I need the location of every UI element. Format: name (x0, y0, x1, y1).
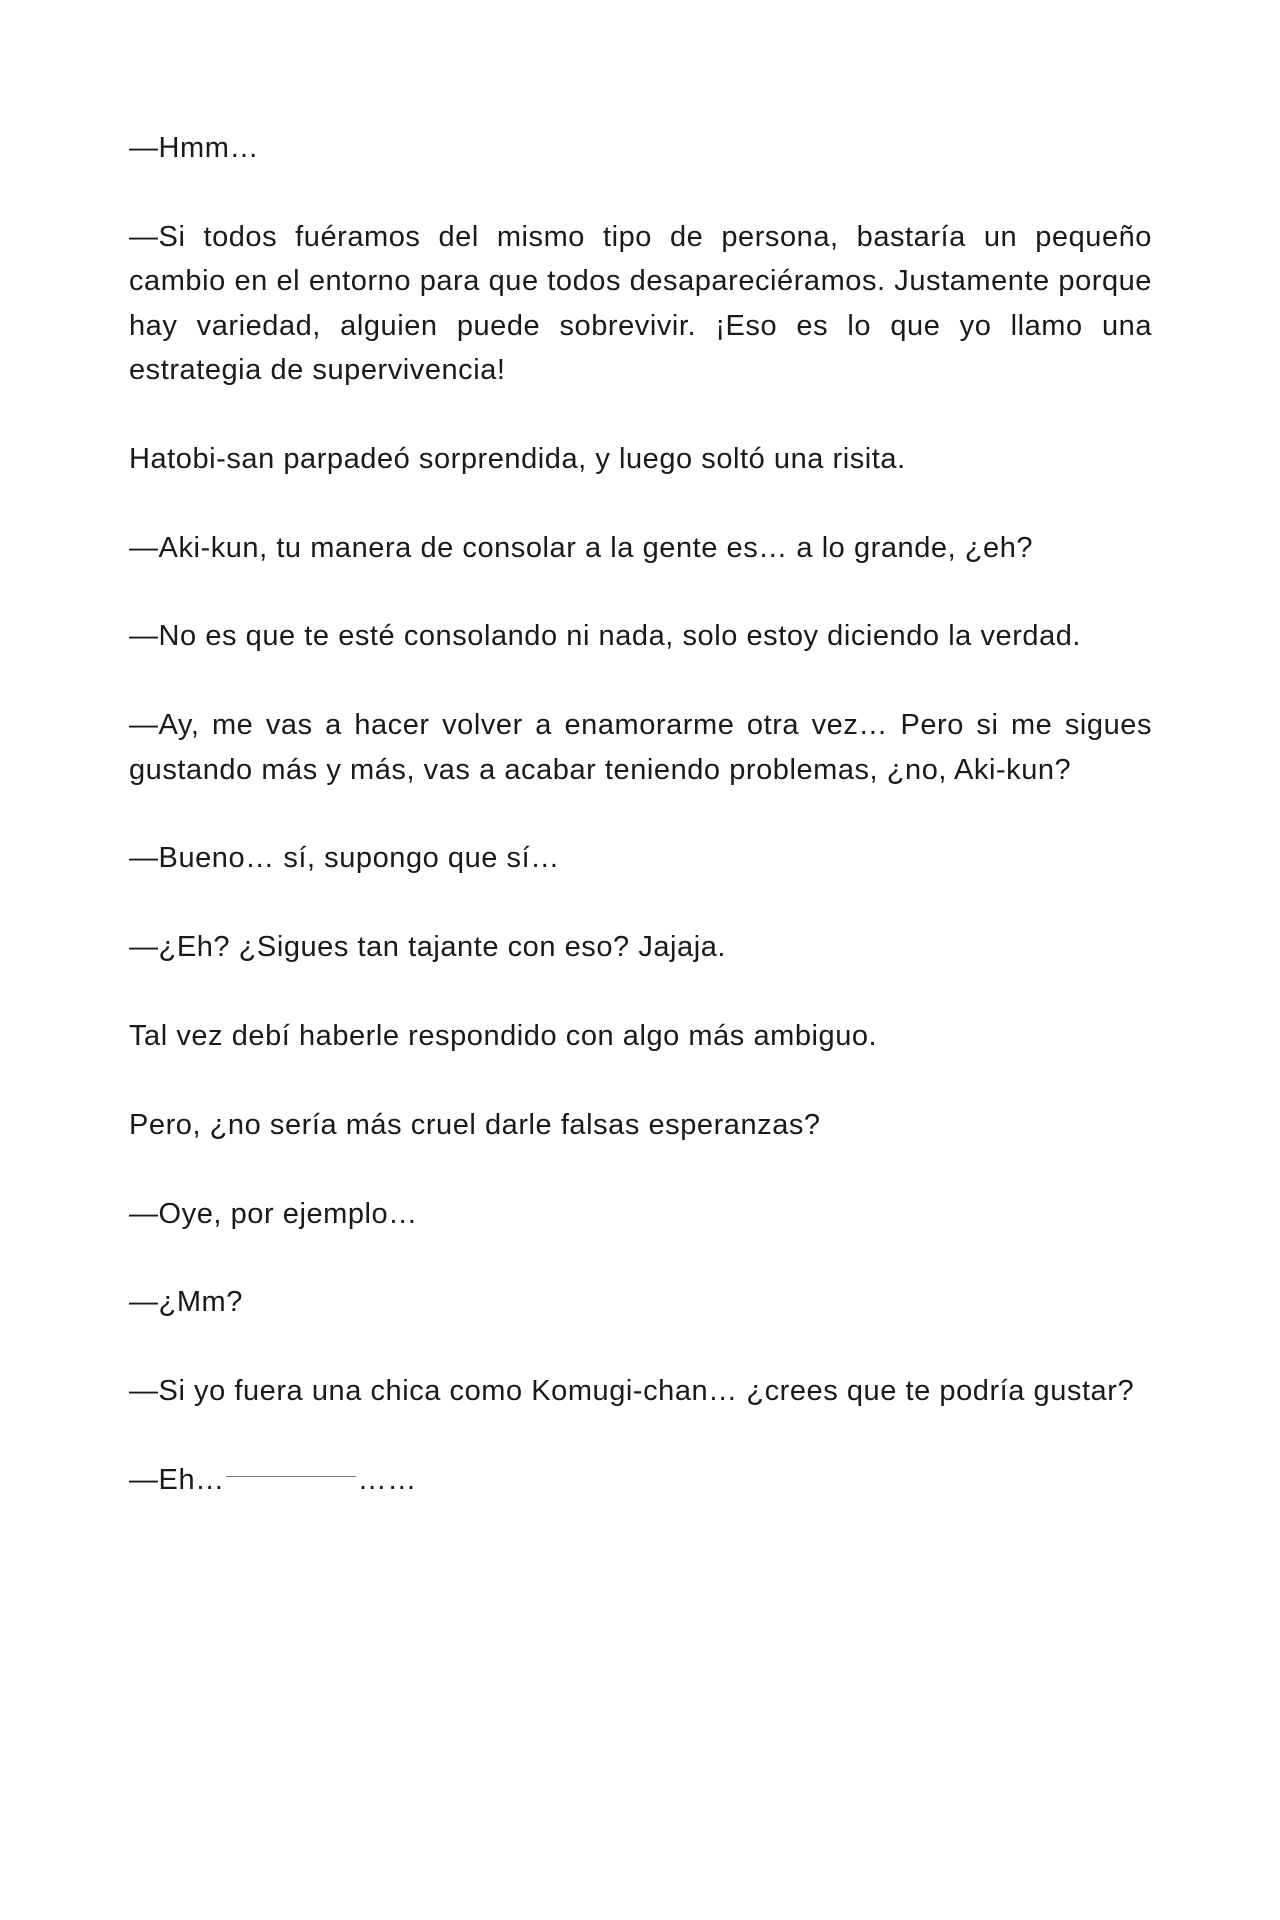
paragraph: —Ay, me vas a hacer volver a enamorarme otra vez… Pero si me sigues gustando más y más, vas a acabar teniendo problemas, ¿no, Aki-kun? (129, 709, 1152, 786)
paragraph: —Aki-kun, tu manera de consolar a la gente es… a lo grande, ¿eh? (129, 531, 1034, 564)
paragraph: Tal vez debí haberle respondido con algo más ambiguo. (129, 1020, 878, 1052)
paragraph: —Bueno… sí, supongo que sí… (129, 842, 560, 875)
paragraph: —No es que te esté consolando ni nada, solo estoy diciendo la verdad. (129, 620, 1082, 653)
paragraph-last (129, 1458, 1152, 1502)
paragraph: —Si todos fuéramos del mismo tipo de persona, bastaría un pequeño cambio en el entorno para que todos desapareciéramos. Justamente porque hay variedad, alguien puede sobrevivir. ¡Eso es lo que yo llamo una estrategia de supervivencia! (129, 220, 1152, 387)
paragraph: —Hmm… (129, 132, 260, 164)
paragraph: Pero, ¿no sería más cruel darle falsas esperanzas? (129, 1108, 821, 1141)
last-line-prefix: —Eh… (129, 1463, 225, 1496)
novel-text-body (129, 126, 1152, 1502)
paragraph: —¿Mm? (129, 1286, 243, 1319)
paragraph: —¿Eh? ¿Sigues tan tajante con eso? Jajaja. (129, 931, 726, 964)
paragraph: —Si yo fuera una chica como Komugi-chan… ¿crees que te podría gustar? (129, 1375, 1135, 1408)
paragraph: —Oye, por ejemplo… (129, 1197, 418, 1230)
last-line-suffix: …… (357, 1463, 417, 1496)
dash-rule (226, 1476, 356, 1477)
paragraph: Hatobi-san parpadeó sorprendida, y luego soltó una risita. (129, 442, 906, 475)
